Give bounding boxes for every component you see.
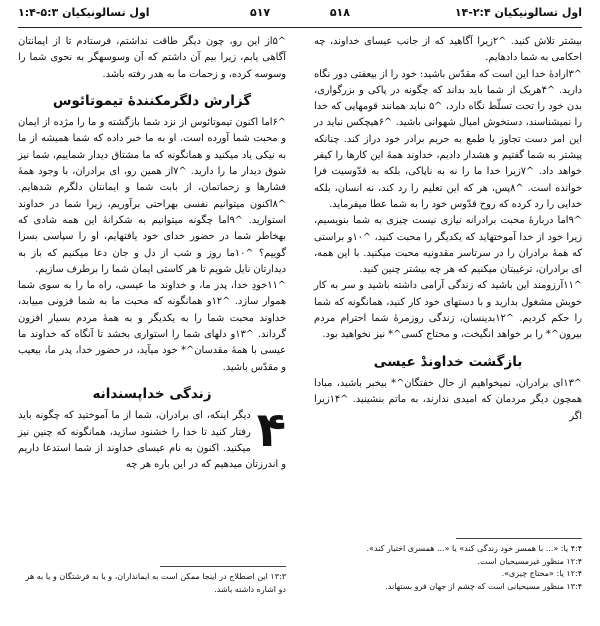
- chapter-number: ۴: [256, 402, 286, 459]
- right-footnotes: [314, 543, 582, 593]
- right-text-column: [314, 34, 582, 425]
- right-paragraph: بیشتر تلاش کنید. ^۲زیرا آگاهید که از جانب عیسای خداوند، چه احکامی به شما دادهایم.: [314, 36, 582, 64]
- left-page-number: ۵۱۷: [250, 6, 271, 19]
- section-heading-timothy-report: گزارش دلگرمکنندهٔ تیموتائوس: [52, 92, 252, 109]
- right-paragraph: ^۱۱آرزومند این باشید که زندگی آرامی داشته باشید و سر به کار خویش مشغول بدارید و با دستهای خود کار کنید، همانگونه که شما را حکم کردیم. ^۱۲بدینسان، زندگی روزمرهٔ شما احترام مردم بیرون^* را بر خواهد انگیخت، و محتاج کسی^* نیز نخواهید بود.: [314, 280, 582, 341]
- header-rule: [18, 27, 582, 28]
- left-paragraph-chapter-4: [18, 402, 286, 473]
- right-paragraph: ^۹اما دربارهٔ محبت برادرانه نیازی نیست چیزی به شما بنویسیم، زیرا خود از خدا آموختهاید که یکدیگر را محبت کنید، ^۱۰و براستی که همهٔ برادران را در سرتاسر مقدونیه محبت میکنید. با این همه، ای برادران، ترغیبتان میکنیم که هر چه بیشتر چنین کنید.: [314, 215, 583, 276]
- left-footnote-rule: [160, 566, 286, 567]
- right-running-title: اول تسالونیکیان ۲:۴-۱۴: [454, 6, 582, 19]
- section-heading-godly-life: زندگی خداپسندانه: [92, 385, 212, 402]
- left-paragraph: ^۱۱خودِ خدا، پدر ما، و خداوند ما عیسی، راه ما را به سوی شما هموار سازد. ^۱۲و همانگونه که محبت ما به شما فزونی مییابد، خداوند محبت شما را به یکدیگر و به همهٔ مردم بسیار افزون گرداند. ^۱۳و دلهای شما را استواری بخشد تا آنگاه که خداوند ما عیسی با همهٔ مقدسان^* خود میآید، در حضور خدا، پدر ما، بیعیب و مقدّس باشید.: [18, 280, 286, 373]
- left-running-title: اول تسالونیکیان ۵:۳-۱:۴: [18, 6, 150, 19]
- left-footnotes: [18, 571, 286, 596]
- left-paragraph: ^۵از این رو، چون دیگر طاقت نداشتم، فرستادم تا از ایمانتان آگاهی یابم، زیرا بیم آن داشتم که آن وسوسهگر به نحوی شما را وسوسه کرده، و زحمات ما به هدر رفته باشد.: [18, 36, 286, 80]
- footnote: ۱۲:۴ یا: «محتاج چیزی».: [501, 569, 582, 578]
- right-page-number: ۵۱۸: [329, 6, 350, 19]
- left-text-column: [18, 34, 286, 473]
- right-paragraph: ^۳ارادهٔ خدا این است که مقدّس باشید: خود را از بیعفتی دور نگاه دارید. ^۴هریک از شما باید بداند که چگونه در پاکی و بزرگواری، بدن خود را تحت تسلّط نگاه دارد، ^۵ نباید همانند قومهایی که خدا را نمیشناسند، دستخوش امیال شهوانی باشید. ^۶هیچکس نباید در این امر دست تجاوز یا طمع به حریم برادر خود دراز کند. چنانکه پیشتر به شما گفتیم و هشدار دادیم، خداوند همهٔ این کارها را کیفر خواهد داد. ^۷زیرا خدا ما را نه به ناپاکی، بلکه به قدّوسیت فرا خوانده است. ^۸پس، هر که این تعلیم را رد کند، نه انسان، بلکه خدایی را رد کرده که روح قدّوس خود را به شما عطا میفرماید.: [314, 68, 582, 210]
- right-paragraph: ^۱۳ای برادران، نمیخواهیم از حال خفتگان^* بیخبر باشید، مبادا همچون دیگر مردمان که امیدی ندارند، به ماتم بنشینید. ^۱۴زیرا اگر: [314, 377, 582, 422]
- footnote: ۴:۴ یا: «... با همسر خود زندگی کند» یا «... همسری اختیار کند».: [366, 544, 582, 553]
- footnote: ۱۲:۴ منظور غیرمسیحیان است.: [477, 556, 582, 566]
- section-heading-return-of-jesus: بازگشت خداوندْ عیسی: [373, 353, 523, 370]
- left-paragraph: ^۶اما اکنون تیموتائوس از نزد شما بازگشته و ما را مژده از ایمان و محبت شما آورده است. او به ما خبر داده که شما همیشه از ما به نیکی یاد میکنید و همانگونه که ما مشتاق دیدار شماییم، شما نیز شوق دیدار ما را دارید. ^۷از همین رو، ای برادران، با وجود همهٔ فشارها و زحماتمان، از بابت شما و ایمانتان دلگرم شدهایم. ^۸اکنون میتوانیم نفسی بهراحتی برآوریم، زیرا شما در خداوند استوارید. ^۹اما چگونه میتوانیم به شکرانهٔ این همه شادی که بهخاطر شما در حضور خدای خود یافتهایم، او را سپاسی بسزا گوییم؟ ^۱۰ما روز و شب از دل و جان دعا میکنیم که باز به دیدارتان نایل شویم تا هر کاستی ایمان شما را برطرف سازیم.: [18, 117, 286, 275]
- footnote: ۱۳:۴ منظور مسیحیانی است که چشم از جهان فرو بستهاند.: [385, 581, 582, 591]
- running-header: [18, 6, 582, 24]
- right-footnote-rule: [456, 538, 582, 539]
- footnote: ۱۳:۳ این اصطلاح در اینجا ممکن است به ایمانداران، و یا به فرشتگان و یا به هر دو اشاره داشته باشد.: [25, 572, 286, 594]
- chapter-4-text: دیگر اینکه، ای برادران، شما از ما آموختید که چگونه باید رفتار کنید تا خدا را خشنود سازید، همانگونه که چنین نیز میکنید. اکنون به نام عیسای خداوند از شما استدعا داریم و اندرزتان میدهیم که در این باره هر چه: [18, 410, 286, 471]
